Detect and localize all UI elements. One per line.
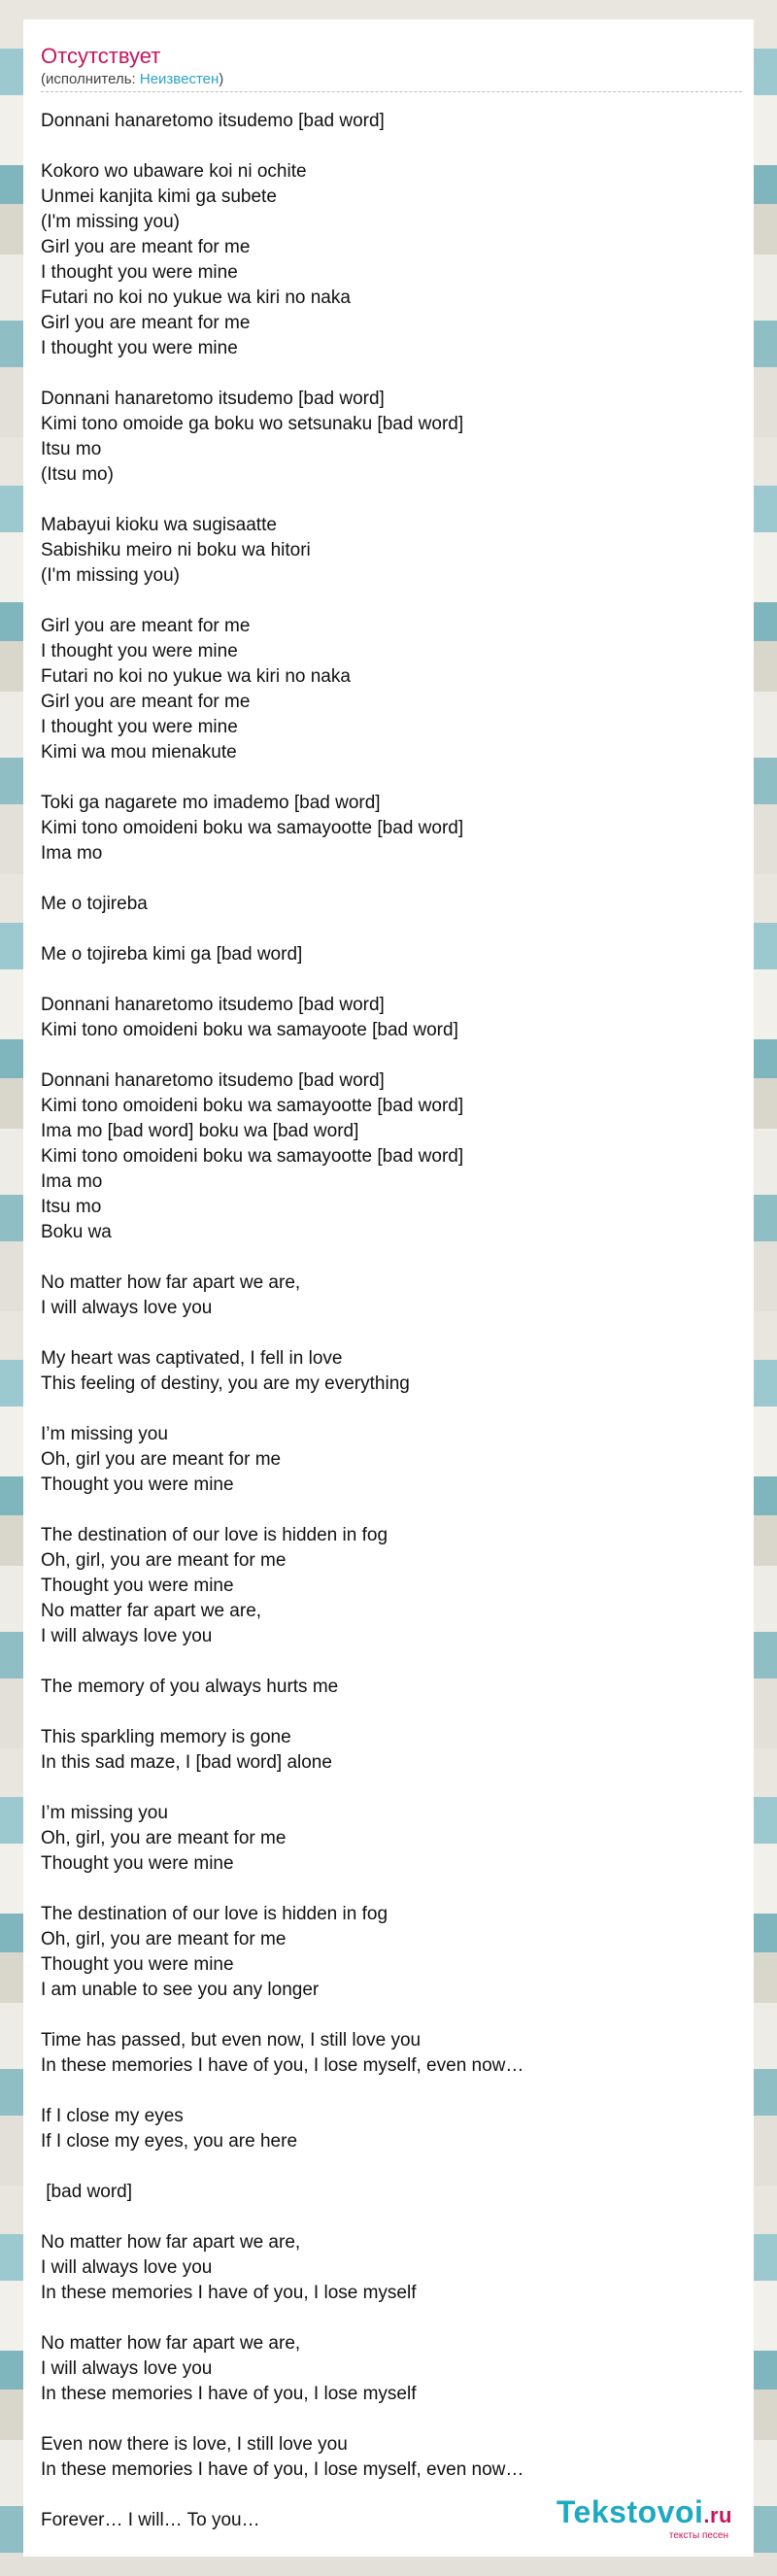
lyric-blank-line <box>41 1397 740 1422</box>
lyric-line: I’m missing you <box>41 1803 168 1823</box>
lyric-line: Itsu mo <box>41 439 102 459</box>
lyric-line: No matter how far apart we are, <box>41 2232 301 2253</box>
lyric-line: I will always love you <box>41 1298 213 1318</box>
lyric-line: Kimi wa mou mienakute <box>41 742 237 763</box>
lyric-line: (I'm missing you) <box>41 212 180 232</box>
artist-prefix: (исполнитель: <box>41 71 140 87</box>
lyric-line: Donnani hanaretomo itsudemo [bad word] <box>41 995 385 1015</box>
lyric-blank-line <box>41 917 740 942</box>
lyric-line: (Itsu mo) <box>41 464 114 485</box>
lyric-line: Time has passed, but even now, I still love you <box>41 2030 422 2051</box>
lyric-line: Donnani hanaretomo itsudemo [bad word] <box>41 1070 385 1091</box>
lyric-line: Kimi tono omoideni boku wa samayootte [bad word] <box>41 818 464 838</box>
lyric-line: I will always love you <box>41 2257 213 2278</box>
lyric-line: I thought you were mine <box>41 641 238 661</box>
lyric-line: Unmei kanjita kimi ga subete <box>41 186 277 207</box>
lyric-line: (I'm missing you) <box>41 565 180 586</box>
lyric-line: Thought you were mine <box>41 1954 234 1975</box>
lyric-blank-line <box>41 2306 740 2331</box>
lyric-blank-line <box>41 866 740 892</box>
lyric-line: This feeling of destiny, you are my everything <box>41 1373 410 1394</box>
lyric-line: Girl you are meant for me <box>41 237 251 257</box>
lyric-line: In these memories I have of you, I lose myself, even now… <box>41 2459 524 2480</box>
lyric-line: Oh, girl, you are meant for me <box>41 1550 287 1571</box>
logo-tagline: тексты песен <box>668 2530 728 2541</box>
lyric-line: No matter how far apart we are, <box>41 1272 301 1293</box>
lyric-blank-line <box>41 361 740 387</box>
artist-suffix: ) <box>219 71 224 87</box>
lyric-line: Thought you were mine <box>41 1474 234 1495</box>
lyric-blank-line <box>41 134 740 159</box>
lyric-blank-line <box>41 2407 740 2432</box>
lyric-blank-line <box>41 1043 740 1068</box>
lyric-line: I thought you were mine <box>41 262 238 283</box>
site-logo[interactable] <box>557 2495 732 2541</box>
lyric-blank-line <box>41 488 740 513</box>
lyric-blank-line <box>41 1321 740 1346</box>
lyric-blank-line <box>41 1776 740 1801</box>
lyric-line: The destination of our love is hidden in fog <box>41 1525 388 1545</box>
lyric-line: Toki ga nagarete mo imademo [bad word] <box>41 793 381 813</box>
lyric-line: In this sad maze, I [bad word] alone <box>41 1752 332 1773</box>
lyric-line: Me o tojireba kimi ga [bad word] <box>41 944 303 965</box>
lyric-blank-line <box>41 589 740 614</box>
lyric-line: If I close my eyes, you are here <box>41 2131 298 2152</box>
lyrics-card <box>23 19 754 2557</box>
lyric-line: Donnani hanaretomo itsudemo [bad word] <box>41 389 385 409</box>
logo-tld: .ru <box>703 2503 732 2527</box>
lyric-line: The memory of you always hurts me <box>41 1677 339 1697</box>
lyric-line: Kimi tono omoideni boku wa samayootte [bad word] <box>41 1096 464 1116</box>
lyric-line: Donnani hanaretomo itsudemo [bad word] <box>41 111 385 131</box>
lyric-blank-line <box>41 2205 740 2230</box>
lyric-line: Oh, girl, you are meant for me <box>41 1929 287 1949</box>
lyric-line: [bad word] <box>41 2182 132 2202</box>
lyric-blank-line <box>41 2003 740 2028</box>
lyric-line: I am unable to see you any longer <box>41 1980 320 2000</box>
lyric-line: The destination of our love is hidden in fog <box>41 1904 388 1924</box>
lyric-line: Kokoro wo ubaware koi ni ochite <box>41 161 307 182</box>
lyric-line: If I close my eyes <box>41 2106 184 2126</box>
lyric-blank-line <box>41 1498 740 1523</box>
lyric-line: Thought you were mine <box>41 1576 234 1596</box>
lyrics-text <box>41 109 740 2533</box>
lyric-blank-line <box>41 1877 740 1902</box>
lyric-line: I will always love you <box>41 1626 213 1646</box>
lyric-line: Kimi tono omoideni boku wa samayootte [bad word] <box>41 1146 464 1167</box>
lyric-line: Kimi tono omoide ga boku wo setsunaku [bad word] <box>41 414 464 434</box>
lyric-line: I thought you were mine <box>41 338 238 358</box>
lyric-line: This sparkling memory is gone <box>41 1727 291 1747</box>
lyric-line: Futari no koi no yukue wa kiri no naka <box>41 288 351 308</box>
lyric-line: I will always love you <box>41 2358 213 2379</box>
header-divider <box>41 91 742 92</box>
song-title: Отсутствует <box>41 44 161 68</box>
lyric-line: Thought you were mine <box>41 1853 234 1874</box>
lyric-line: Futari no koi no yukue wa kiri no naka <box>41 666 351 687</box>
lyric-line: Boku wa <box>41 1222 112 1242</box>
lyric-line: Oh, girl you are meant for me <box>41 1449 282 1470</box>
lyric-line: Itsu mo <box>41 1197 102 1217</box>
lyric-line: Oh, girl, you are meant for me <box>41 1828 287 1848</box>
lyric-line: No matter far apart we are, <box>41 1601 262 1621</box>
lyric-blank-line <box>41 1700 740 1725</box>
logo-name: Tekstovoi <box>556 2494 704 2529</box>
lyric-line: Forever… I will… To you… <box>41 2510 260 2530</box>
lyric-blank-line <box>41 2079 740 2104</box>
lyric-line: Kimi tono omoideni boku wa samayoote [bad word] <box>41 1020 458 1040</box>
lyric-line: Girl you are meant for me <box>41 616 251 636</box>
lyric-blank-line <box>41 1245 740 1271</box>
lyric-line: In these memories I have of you, I lose myself <box>41 2283 417 2303</box>
lyric-line: Me o tojireba <box>41 894 148 914</box>
lyric-blank-line <box>41 1649 740 1675</box>
lyric-line: Sabishiku meiro ni boku wa hitori <box>41 540 311 560</box>
lyric-line: I’m missing you <box>41 1424 168 1444</box>
lyric-blank-line <box>41 765 740 791</box>
lyric-blank-line <box>41 967 740 993</box>
lyric-line: In these memories I have of you, I lose myself <box>41 2384 417 2404</box>
artist-link[interactable]: Неизвестен <box>139 71 220 87</box>
lyric-line: Ima mo [bad word] boku wa [bad word] <box>41 1121 359 1141</box>
lyric-blank-line <box>41 2154 740 2180</box>
lyric-line: No matter how far apart we are, <box>41 2333 301 2354</box>
lyric-line: Ima mo <box>41 1171 103 1192</box>
lyric-line: Even now there is love, I still love you <box>41 2434 348 2455</box>
artist-line <box>41 70 223 89</box>
lyric-line: Ima mo <box>41 843 103 864</box>
lyric-line: Girl you are meant for me <box>41 313 251 333</box>
lyric-line: My heart was captivated, I fell in love <box>41 1348 343 1369</box>
lyric-line: Girl you are meant for me <box>41 692 251 712</box>
lyric-line: I thought you were mine <box>41 717 238 737</box>
lyric-line: Mabayui kioku wa sugisaatte <box>41 515 277 535</box>
lyric-line: In these memories I have of you, I lose myself, even now… <box>41 2055 524 2076</box>
